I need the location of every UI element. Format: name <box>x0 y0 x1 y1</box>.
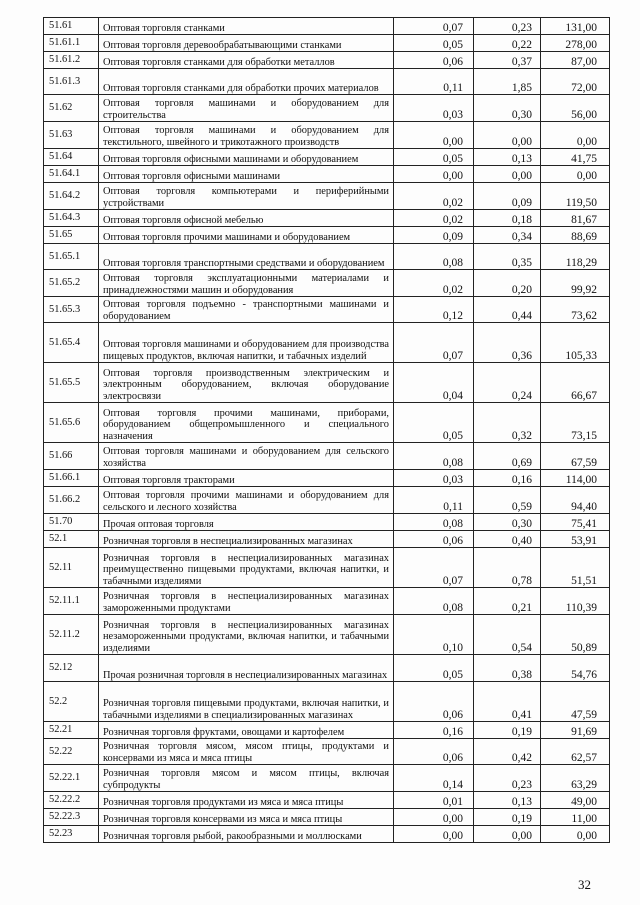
value-2-cell: 0,35 <box>474 244 541 270</box>
table-row <box>44 739 610 765</box>
table-row <box>44 682 610 722</box>
value-3-cell: 0,00 <box>541 122 610 149</box>
okved-code-cell: 51.66 <box>44 443 99 470</box>
value-1-cell: 0,05 <box>394 149 474 166</box>
activity-description-cell: Оптовая торговля производственным электрическим и электронным оборудованием, включая оборудование электросвязи <box>99 363 394 403</box>
value-1-cell: 0,05 <box>394 403 474 443</box>
okved-code-cell: 51.66.2 <box>44 487 99 514</box>
okved-code-cell: 51.61.1 <box>44 35 99 52</box>
okved-code-cell: 52.22.1 <box>44 765 99 792</box>
value-2-cell: 0,32 <box>474 403 541 443</box>
value-3-cell: 110,39 <box>541 588 610 615</box>
value-2-cell: 0,69 <box>474 443 541 470</box>
activity-description-cell: Розничная торговля пищевыми продуктами, включая напитки, и табачными изделиями в специализированных магазинах <box>99 682 394 722</box>
value-3-cell: 66,67 <box>541 363 610 403</box>
activity-description-cell: Розничная торговля мясом и мясом птицы, включая субпродукты <box>99 765 394 792</box>
value-1-cell: 0,07 <box>394 18 474 35</box>
activity-description-cell: Оптовая торговля прочими машинами и оборудованием для сельского и лесного хозяйства <box>99 487 394 514</box>
value-1-cell: 0,03 <box>394 470 474 487</box>
activity-description-cell: Розничная торговля фруктами, овощами и картофелем <box>99 722 394 739</box>
value-1-cell: 0,00 <box>394 122 474 149</box>
table-row <box>44 35 610 52</box>
table-row <box>44 323 610 363</box>
value-3-cell: 81,67 <box>541 210 610 227</box>
value-2-cell: 0,41 <box>474 682 541 722</box>
table-row <box>44 210 610 227</box>
value-1-cell: 0,06 <box>394 739 474 765</box>
value-1-cell: 0,00 <box>394 166 474 183</box>
value-1-cell: 0,12 <box>394 297 474 323</box>
value-2-cell: 0,00 <box>474 122 541 149</box>
activity-description-cell: Оптовая торговля станками для обработки металлов <box>99 52 394 69</box>
table-row <box>44 655 610 682</box>
activity-description-cell: Розничная торговля консервами из мяса и мяса птицы <box>99 809 394 826</box>
value-1-cell: 0,14 <box>394 765 474 792</box>
value-1-cell: 0,00 <box>394 826 474 843</box>
activity-description-cell: Оптовая торговля офисной мебелью <box>99 210 394 227</box>
value-1-cell: 0,10 <box>394 615 474 655</box>
value-2-cell: 0,19 <box>474 722 541 739</box>
table-row <box>44 548 610 588</box>
value-3-cell: 50,89 <box>541 615 610 655</box>
value-2-cell: 0,40 <box>474 531 541 548</box>
activity-description-cell: Оптовая торговля эксплуатационными материалами и принадлежностями машин и оборудования <box>99 270 394 297</box>
table-row <box>44 531 610 548</box>
okved-code-cell: 52.22 <box>44 739 99 765</box>
table-row <box>44 588 610 615</box>
okved-code-cell: 52.11 <box>44 548 99 588</box>
value-1-cell: 0,05 <box>394 655 474 682</box>
value-3-cell: 94,40 <box>541 487 610 514</box>
value-3-cell: 114,00 <box>541 470 610 487</box>
value-1-cell: 0,08 <box>394 244 474 270</box>
okved-code-cell: 52.22.2 <box>44 792 99 809</box>
table-row <box>44 615 610 655</box>
okved-code-cell: 52.12 <box>44 655 99 682</box>
value-2-cell: 0,21 <box>474 588 541 615</box>
value-2-cell: 0,24 <box>474 363 541 403</box>
value-3-cell: 105,33 <box>541 323 610 363</box>
value-2-cell: 0,09 <box>474 183 541 210</box>
value-2-cell: 0,13 <box>474 792 541 809</box>
value-2-cell: 0,78 <box>474 548 541 588</box>
table-row <box>44 826 610 843</box>
value-3-cell: 67,59 <box>541 443 610 470</box>
value-3-cell: 11,00 <box>541 809 610 826</box>
value-1-cell: 0,06 <box>394 682 474 722</box>
table-row <box>44 297 610 323</box>
okved-code-cell: 51.63 <box>44 122 99 149</box>
table-row <box>44 149 610 166</box>
value-3-cell: 41,75 <box>541 149 610 166</box>
value-2-cell: 0,13 <box>474 149 541 166</box>
value-1-cell: 0,06 <box>394 52 474 69</box>
table-body <box>44 18 610 843</box>
value-2-cell: 0,42 <box>474 739 541 765</box>
okved-code-cell: 51.70 <box>44 514 99 531</box>
value-3-cell: 75,41 <box>541 514 610 531</box>
table-row <box>44 403 610 443</box>
table-row <box>44 470 610 487</box>
value-2-cell: 0,36 <box>474 323 541 363</box>
value-1-cell: 0,06 <box>394 531 474 548</box>
okved-code-cell: 51.65 <box>44 227 99 244</box>
table-row <box>44 487 610 514</box>
activity-description-cell: Оптовая торговля офисными машинами <box>99 166 394 183</box>
value-3-cell: 88,69 <box>541 227 610 244</box>
table-row <box>44 792 610 809</box>
table-row <box>44 270 610 297</box>
value-2-cell: 0,18 <box>474 210 541 227</box>
okved-code-cell: 52.11.1 <box>44 588 99 615</box>
value-3-cell: 54,76 <box>541 655 610 682</box>
activity-description-cell: Прочая оптовая торговля <box>99 514 394 531</box>
value-3-cell: 56,00 <box>541 95 610 122</box>
activity-description-cell: Оптовая торговля машинами и оборудованием для производства пищевых продуктов, включая напитки, и табачных изделий <box>99 323 394 363</box>
value-3-cell: 53,91 <box>541 531 610 548</box>
value-3-cell: 0,00 <box>541 166 610 183</box>
table-row <box>44 95 610 122</box>
value-3-cell: 63,29 <box>541 765 610 792</box>
activity-description-cell: Оптовая торговля прочими машинами и оборудованием <box>99 227 394 244</box>
okved-code-cell: 51.61 <box>44 18 99 35</box>
okved-code-cell: 51.65.5 <box>44 363 99 403</box>
okved-code-cell: 51.65.4 <box>44 323 99 363</box>
value-1-cell: 0,01 <box>394 792 474 809</box>
activity-description-cell: Розничная торговля в неспециализированных магазинах замороженными продуктами <box>99 588 394 615</box>
value-2-cell: 0,19 <box>474 809 541 826</box>
value-1-cell: 0,07 <box>394 323 474 363</box>
okved-code-cell: 51.66.1 <box>44 470 99 487</box>
value-2-cell: 0,23 <box>474 18 541 35</box>
value-1-cell: 0,05 <box>394 35 474 52</box>
table-row <box>44 809 610 826</box>
okved-code-cell: 51.64.1 <box>44 166 99 183</box>
activity-description-cell: Оптовая торговля машинами и оборудованием для сельского хозяйства <box>99 443 394 470</box>
activity-description-cell: Розничная торговля в неспециализированных магазинах незамороженными продуктами, включая напитки, и табачными изделиями <box>99 615 394 655</box>
value-1-cell: 0,04 <box>394 363 474 403</box>
value-1-cell: 0,09 <box>394 227 474 244</box>
okved-coefficients-table <box>43 17 610 843</box>
value-2-cell: 0,20 <box>474 270 541 297</box>
table-row <box>44 18 610 35</box>
value-3-cell: 278,00 <box>541 35 610 52</box>
table-row <box>44 69 610 95</box>
okved-code-cell: 51.62 <box>44 95 99 122</box>
table-row <box>44 765 610 792</box>
okved-code-cell: 51.64.2 <box>44 183 99 210</box>
value-2-cell: 0,37 <box>474 52 541 69</box>
okved-code-cell: 51.65.3 <box>44 297 99 323</box>
value-1-cell: 0,08 <box>394 588 474 615</box>
value-2-cell: 0,30 <box>474 95 541 122</box>
table-row <box>44 166 610 183</box>
value-2-cell: 0,54 <box>474 615 541 655</box>
value-3-cell: 91,69 <box>541 722 610 739</box>
value-2-cell: 0,22 <box>474 35 541 52</box>
value-1-cell: 0,07 <box>394 548 474 588</box>
value-1-cell: 0,11 <box>394 69 474 95</box>
value-1-cell: 0,00 <box>394 809 474 826</box>
table-row <box>44 244 610 270</box>
activity-description-cell: Оптовая торговля тракторами <box>99 470 394 487</box>
activity-description-cell: Оптовая торговля деревообрабатывающими станками <box>99 35 394 52</box>
value-2-cell: 0,59 <box>474 487 541 514</box>
value-3-cell: 47,59 <box>541 682 610 722</box>
value-2-cell: 0,38 <box>474 655 541 682</box>
okved-code-cell: 51.64 <box>44 149 99 166</box>
activity-description-cell: Прочая розничная торговля в неспециализированных магазинах <box>99 655 394 682</box>
value-3-cell: 72,00 <box>541 69 610 95</box>
okved-code-cell: 52.2 <box>44 682 99 722</box>
okved-code-cell: 51.65.1 <box>44 244 99 270</box>
activity-description-cell: Оптовая торговля транспортными средствами и оборудованием <box>99 244 394 270</box>
value-3-cell: 87,00 <box>541 52 610 69</box>
value-2-cell: 0,00 <box>474 826 541 843</box>
value-1-cell: 0,02 <box>394 183 474 210</box>
value-3-cell: 131,00 <box>541 18 610 35</box>
value-2-cell: 1,85 <box>474 69 541 95</box>
activity-description-cell: Оптовая торговля подъемно - транспортными машинами и оборудованием <box>99 297 394 323</box>
value-1-cell: 0,16 <box>394 722 474 739</box>
value-2-cell: 0,16 <box>474 470 541 487</box>
okved-code-cell: 51.64.3 <box>44 210 99 227</box>
activity-description-cell: Розничная торговля мясом, мясом птицы, продуктами и консервами из мяса и мяса птицы <box>99 739 394 765</box>
value-2-cell: 0,23 <box>474 765 541 792</box>
value-3-cell: 99,92 <box>541 270 610 297</box>
okved-code-cell: 52.22.3 <box>44 809 99 826</box>
value-1-cell: 0,02 <box>394 270 474 297</box>
activity-description-cell: Оптовая торговля машинами и оборудованием для строительства <box>99 95 394 122</box>
value-1-cell: 0,08 <box>394 443 474 470</box>
table-row <box>44 363 610 403</box>
activity-description-cell: Розничная торговля в неспециализированных магазинах <box>99 531 394 548</box>
okved-code-cell: 52.11.2 <box>44 615 99 655</box>
value-2-cell: 0,44 <box>474 297 541 323</box>
okved-code-cell: 51.61.2 <box>44 52 99 69</box>
value-3-cell: 62,57 <box>541 739 610 765</box>
activity-description-cell: Оптовая торговля машинами и оборудованием для текстильного, швейного и трикотажного производств <box>99 122 394 149</box>
value-1-cell: 0,02 <box>394 210 474 227</box>
table-row <box>44 722 610 739</box>
okved-code-cell: 51.61.3 <box>44 69 99 95</box>
table-row <box>44 122 610 149</box>
okved-code-cell: 52.23 <box>44 826 99 843</box>
okved-code-cell: 52.21 <box>44 722 99 739</box>
value-2-cell: 0,34 <box>474 227 541 244</box>
table-row <box>44 52 610 69</box>
value-2-cell: 0,00 <box>474 166 541 183</box>
activity-description-cell: Оптовая торговля станками для обработки прочих материалов <box>99 69 394 95</box>
activity-description-cell: Оптовая торговля прочими машинами, приборами, оборудованием общепромышленного и специального назначения <box>99 403 394 443</box>
activity-description-cell: Оптовая торговля офисными машинами и оборудованием <box>99 149 394 166</box>
value-1-cell: 0,11 <box>394 487 474 514</box>
value-3-cell: 73,62 <box>541 297 610 323</box>
value-3-cell: 118,29 <box>541 244 610 270</box>
value-3-cell: 119,50 <box>541 183 610 210</box>
value-3-cell: 49,00 <box>541 792 610 809</box>
table-row <box>44 514 610 531</box>
okved-code-cell: 52.1 <box>44 531 99 548</box>
okved-code-cell: 51.65.6 <box>44 403 99 443</box>
table-row <box>44 443 610 470</box>
value-1-cell: 0,03 <box>394 95 474 122</box>
value-3-cell: 73,15 <box>541 403 610 443</box>
value-1-cell: 0,08 <box>394 514 474 531</box>
value-3-cell: 0,00 <box>541 826 610 843</box>
activity-description-cell: Розничная торговля продуктами из мяса и мяса птицы <box>99 792 394 809</box>
activity-description-cell: Оптовая торговля станками <box>99 18 394 35</box>
page-number: 32 <box>578 877 591 892</box>
value-3-cell: 51,51 <box>541 548 610 588</box>
okved-code-cell: 51.65.2 <box>44 270 99 297</box>
activity-description-cell: Розничная торговля в неспециализированных магазинах преимущественно пищевыми продуктами, включая напитки, и табачными изделиями <box>99 548 394 588</box>
activity-description-cell: Розничная торговля рыбой, ракообразными и моллюсками <box>99 826 394 843</box>
activity-description-cell: Оптовая торговля компьютерами и периферийными устройствами <box>99 183 394 210</box>
table-row <box>44 183 610 210</box>
table-row <box>44 227 610 244</box>
value-2-cell: 0,30 <box>474 514 541 531</box>
